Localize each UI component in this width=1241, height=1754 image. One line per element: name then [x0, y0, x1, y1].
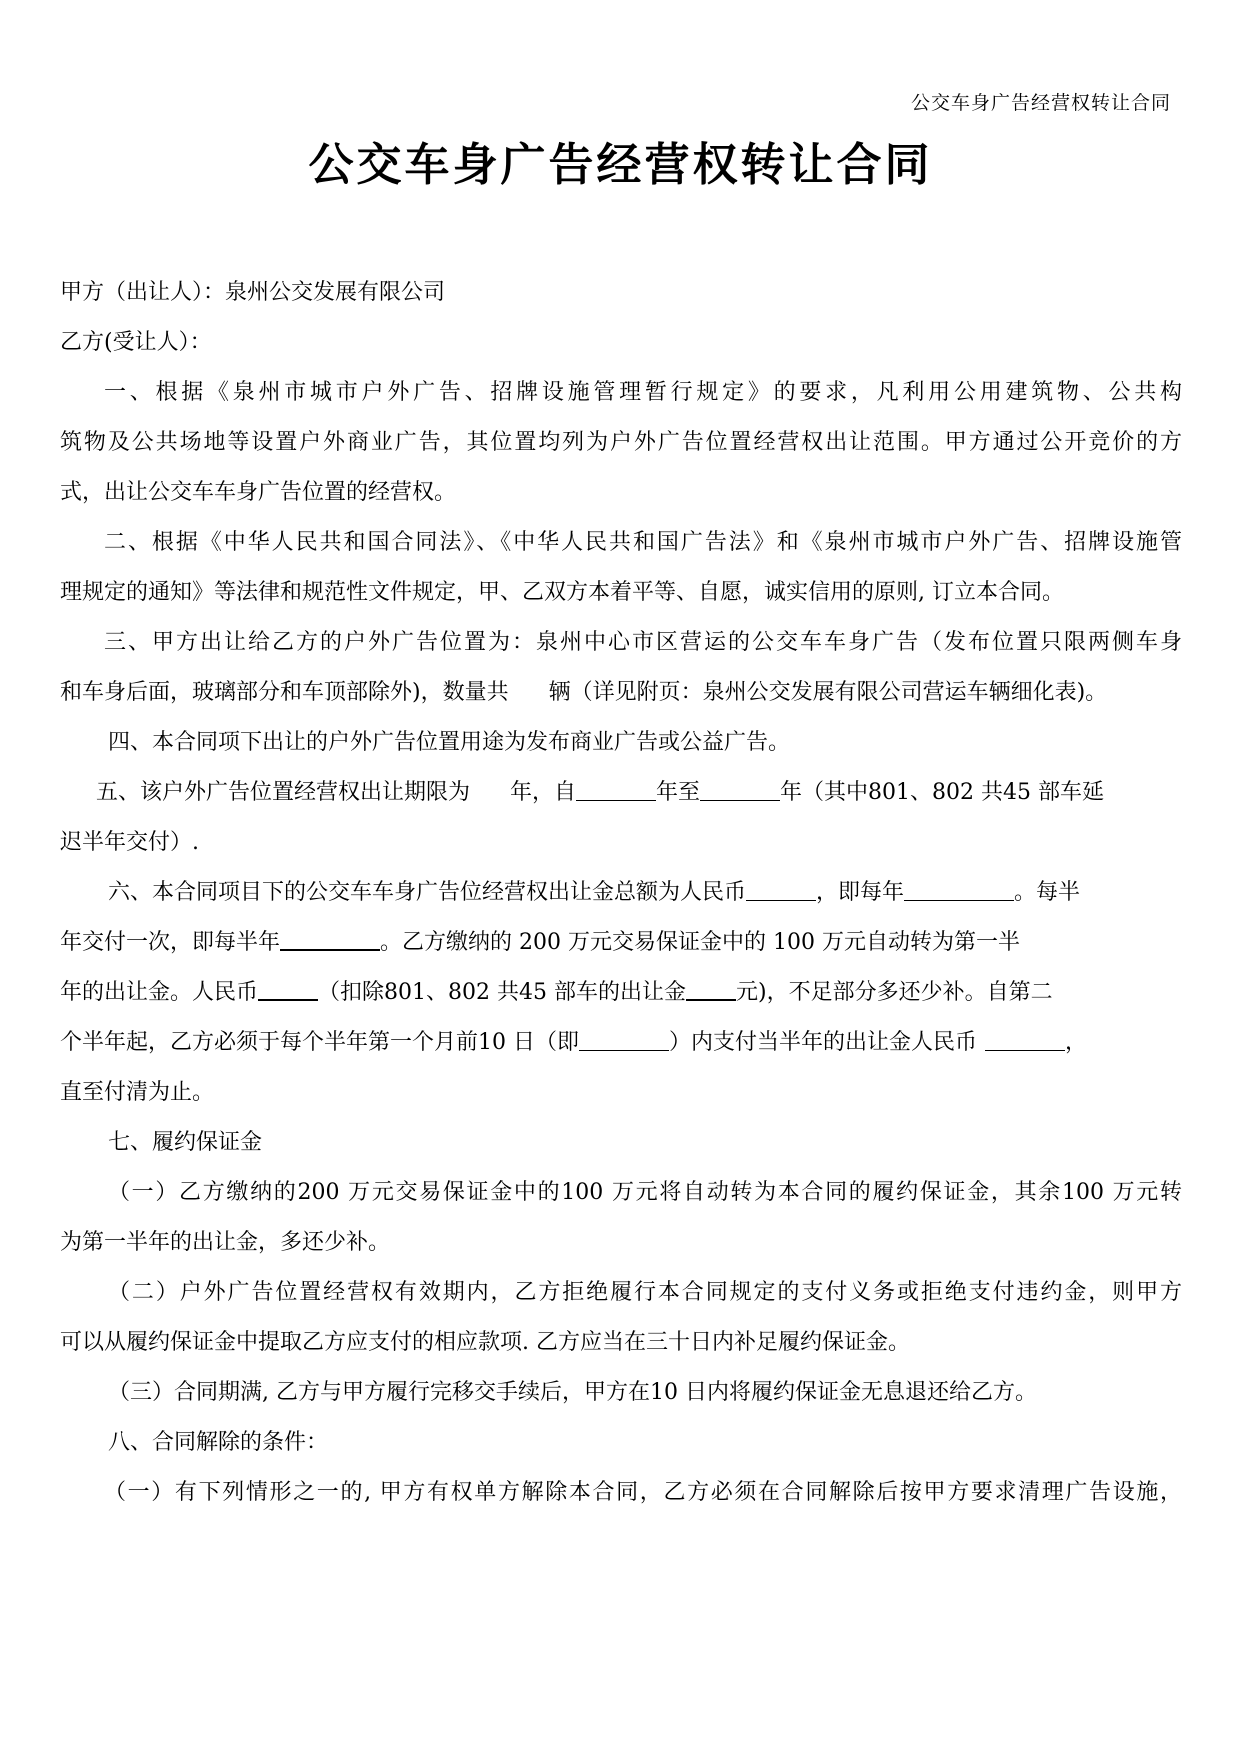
- clause-3-line-2: [60, 668, 1182, 718]
- clause-7-1-line-1: [60, 1168, 1182, 1218]
- clause-7-2-line-1: [60, 1268, 1182, 1318]
- clause-4-text: 四、本合同项下出让的户外广告位置用途为发布商业广告或公益广告。: [108, 730, 791, 755]
- clause-7-3-line: [60, 1368, 1182, 1418]
- clause-1-line-3: [60, 468, 1182, 518]
- party-b-line: [60, 318, 1182, 368]
- total-amount-blank: [746, 872, 816, 901]
- clause-8-heading: 八、合同解除的条件：: [108, 1430, 329, 1455]
- clause-6-text-2b: 。乙方缴纳的 200 万元交易保证金中的 100 万元自动转为第一半: [380, 930, 1020, 955]
- clause-7-1-text-2: 为第一半年的出让金，多还少补。: [60, 1230, 391, 1255]
- clause-7-2-line-2: [60, 1318, 1182, 1368]
- clause-5-text-2: 迟半年交付）.: [60, 830, 199, 855]
- clause-6-line-4: [60, 1018, 1182, 1068]
- clause-1-line-1: [60, 368, 1182, 418]
- party-a-text: 甲方（出让人）：泉州公交发展有限公司: [60, 280, 446, 305]
- clause-5-text-1b: 年，自: [510, 780, 577, 805]
- clause-6-text-4b: ）内支付当半年的出让金人民币: [669, 1030, 978, 1055]
- document-body: [60, 268, 1182, 1518]
- clause-5-text-1d: 年（其中801、802 共45 部车延: [780, 780, 1105, 805]
- clause-1-text-3: 式，出让公交车车身广告位置的经营权。: [60, 480, 457, 505]
- clause-7-heading-line: [60, 1118, 1182, 1168]
- payment-amount-blank: [985, 1022, 1065, 1051]
- clause-6-text-3a: 年的出让金。人民币: [60, 980, 259, 1005]
- clause-7-1-line-2: [60, 1218, 1182, 1268]
- clause-3-text-2a: 和车身后面，玻璃部分和车顶部除外)，数量共: [60, 680, 509, 705]
- end-year-blank: [700, 772, 780, 801]
- clause-6-text-1c: 。每半: [1014, 880, 1081, 905]
- clause-1-text-2: 筑物及公共场地等设置户外商业广告，其位置均列为户外广告位置经营权出让范围。甲方通过公开竞价的方: [60, 430, 1182, 455]
- clause-4-line: [60, 718, 1182, 768]
- clause-8-1-line-1: [60, 1468, 1182, 1518]
- clause-6-line-3: [60, 968, 1182, 1018]
- clause-6-line-5: [60, 1068, 1182, 1118]
- clause-6-line-2: [60, 918, 1182, 968]
- document-title: 公交车身广告经营权转让合同: [308, 138, 933, 191]
- clause-7-2-text-1: （二）户外广告位置经营权有效期内，乙方拒绝履行本合同规定的支付义务或拒绝支付违约金，则甲方: [108, 1280, 1182, 1305]
- clause-6-text-4c: ，: [1065, 1030, 1088, 1055]
- clause-7-3-text: （三）合同期满, 乙方与甲方履行完移交手续后，甲方在10 日内将履约保证金无息退还给乙方。: [108, 1380, 1037, 1405]
- clause-6-text-5: 直至付清为止。: [60, 1080, 215, 1105]
- party-a-line: [60, 268, 1182, 318]
- clause-8-heading-line: [60, 1418, 1182, 1468]
- clause-7-2-text-2: 可以从履约保证金中提取乙方应支付的相应款项. 乙方应当在三十日内补足履约保证金。: [60, 1330, 910, 1355]
- clause-7-1-text-1: （一）乙方缴纳的200 万元交易保证金中的100 万元将自动转为本合同的履约保证金，其余100 万元转: [108, 1180, 1182, 1205]
- clause-2-text-2: 理规定的通知》等法律和规范性文件规定，甲、乙双方本着平等、自愿，诚实信用的原则, 订立本合同。: [60, 580, 1064, 605]
- due-date-blank: [579, 1022, 669, 1051]
- clause-2-text-1: 二、根据《中华人民共和国合同法》、《中华人民共和国广告法》和《泉州市城市户外广告、招牌设施管: [104, 530, 1182, 555]
- clause-7-heading: 七、履约保证金: [108, 1130, 263, 1155]
- clause-1-text-1: 一、根据《泉州市城市户外广告、招牌设施管理暂行规定》的要求，凡利用公用建筑物、公共构: [104, 380, 1182, 405]
- rmb-amount-blank: [258, 971, 318, 1001]
- annual-amount-blank: [904, 872, 1014, 901]
- clause-1-line-2: [60, 418, 1182, 468]
- clause-5-text-1c: 年至: [656, 780, 701, 805]
- clause-5-text-1a: 五、该户外广告位置经营权出让期限为: [96, 780, 471, 805]
- clause-2-line-1: [60, 518, 1182, 568]
- clause-6-text-1a: 六、本合同项目下的公交车车身广告位经营权出让金总额为人民币: [108, 880, 747, 905]
- half-year-amount-blank: [280, 921, 380, 951]
- clause-2-line-2: [60, 568, 1182, 618]
- clause-3-line-1: [60, 618, 1182, 668]
- clause-6-text-3c: 元)，不足部分多还少补。自第二: [735, 980, 1053, 1005]
- running-header: 公交车身广告经营权转让合同: [910, 92, 1171, 114]
- clause-6-text-3b: （扣除801、802 共45 部车的出让金: [318, 980, 686, 1005]
- clause-3-text-2b: 辆（详见附页：泉州公交发展有限公司营运车辆细化表)。: [548, 680, 1108, 705]
- clause-6-text-4a: 个半年起，乙方必须于每个半年第一个月前10 日（即: [60, 1030, 579, 1055]
- clause-6-line-1: [60, 868, 1182, 918]
- clause-3-text-1: 三、甲方出让给乙方的户外广告位置为：泉州中心市区营运的公交车车身广告（发布位置只限两侧车身: [104, 630, 1182, 655]
- deduction-amount-blank: [686, 971, 736, 1001]
- clause-8-1-text-1: （一）有下列情形之一的, 甲方有权单方解除本合同，乙方必须在合同解除后按甲方要求清理广告设施，: [104, 1480, 1182, 1505]
- start-year-blank: [576, 772, 656, 801]
- clause-6-text-1b: ，即每年: [816, 880, 905, 905]
- clause-5-line-1: [60, 768, 1182, 818]
- party-b-text: 乙方(受让人）：: [60, 330, 212, 355]
- clause-5-line-2: [60, 818, 1182, 868]
- clause-6-text-2a: 年交付一次，即每半年: [60, 930, 281, 955]
